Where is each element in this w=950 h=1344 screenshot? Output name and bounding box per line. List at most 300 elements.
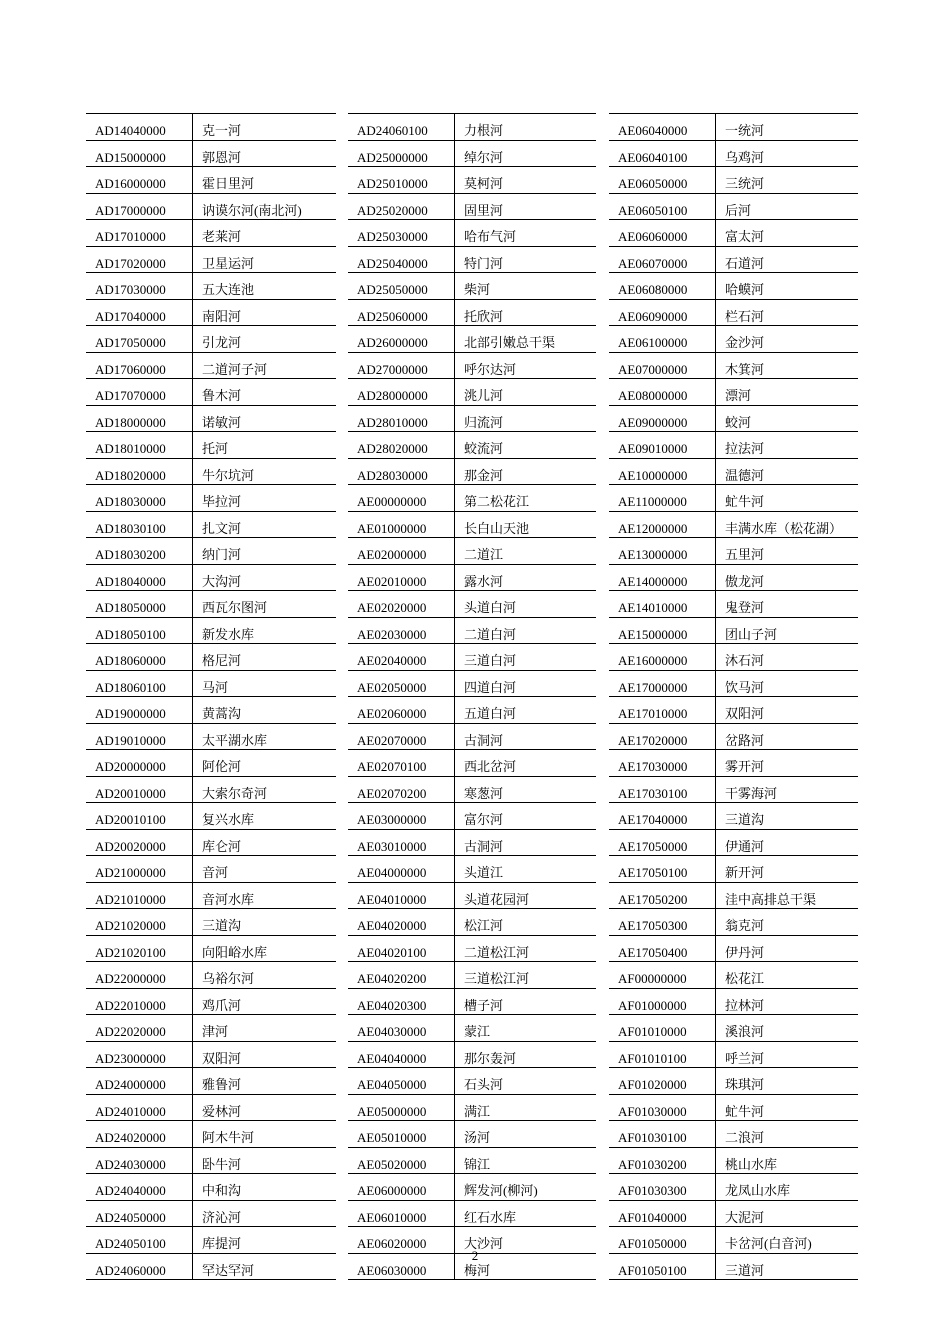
column-divider <box>715 485 716 512</box>
table-row <box>348 273 596 300</box>
table-row <box>86 830 336 857</box>
column-divider <box>454 1201 455 1228</box>
table-row <box>609 618 858 645</box>
river-name: 双阳河 <box>202 1050 242 1066</box>
table-row <box>609 883 858 910</box>
river-code: AE09000000 <box>618 414 688 430</box>
column-divider <box>192 856 193 883</box>
river-code: AF01010100 <box>618 1050 687 1066</box>
river-name: 木箕河 <box>725 361 765 377</box>
table-row <box>348 167 596 194</box>
river-code: AF01010000 <box>618 1024 687 1039</box>
column-divider <box>715 644 716 671</box>
column-divider <box>715 379 716 406</box>
river-name: 丰满水库（松花湖） <box>725 520 843 536</box>
river-code: AD28020000 <box>357 441 428 456</box>
river-name: 三道河 <box>725 1262 765 1278</box>
river-name: 托河 <box>202 441 229 456</box>
column-divider <box>192 750 193 777</box>
table-row <box>348 1201 596 1228</box>
river-name: 纳门河 <box>202 547 242 562</box>
river-code: AD18050000 <box>95 600 166 615</box>
table-row <box>86 432 336 459</box>
column-divider <box>454 1095 455 1122</box>
river-code: AF01020000 <box>618 1077 687 1092</box>
river-name: 三道松江河 <box>464 971 530 986</box>
column-divider <box>715 300 716 327</box>
river-code: AE02070200 <box>357 785 427 801</box>
table-row <box>609 326 858 353</box>
column-divider <box>715 618 716 645</box>
river-code: AE05010000 <box>357 1130 427 1145</box>
river-code: AF01030000 <box>618 1103 687 1119</box>
river-name: 五大连池 <box>202 282 255 297</box>
column-divider <box>454 512 455 539</box>
table-row <box>609 1121 858 1148</box>
river-name: 呼兰河 <box>725 1050 765 1066</box>
river-name: 那金河 <box>464 467 504 483</box>
column-divider <box>454 565 455 592</box>
river-name: 珠琪河 <box>725 1077 765 1092</box>
column-divider <box>454 989 455 1016</box>
river-name: 槽子河 <box>464 997 504 1013</box>
river-name: 西北岔河 <box>464 759 517 774</box>
table-row <box>86 353 336 380</box>
river-code: AE17000000 <box>618 679 688 695</box>
column-divider <box>192 962 193 989</box>
river-code: AE17050100 <box>618 865 688 880</box>
table-row <box>348 724 596 751</box>
river-name: 栏石河 <box>725 308 765 324</box>
column-divider <box>715 459 716 486</box>
column-divider <box>715 432 716 459</box>
river-code: AF01030300 <box>618 1183 687 1198</box>
column-divider <box>715 1121 716 1148</box>
river-code: AD25030000 <box>357 229 428 244</box>
river-name: 霍日里河 <box>202 176 255 191</box>
table-row <box>348 962 596 989</box>
river-code: AE05000000 <box>357 1103 427 1119</box>
river-name: 伊丹河 <box>725 944 765 960</box>
river-name: 老莱河 <box>202 229 242 244</box>
river-name: 乌鸡河 <box>725 149 765 165</box>
river-name: 双阳河 <box>725 706 765 721</box>
table-row <box>609 273 858 300</box>
column-divider <box>192 512 193 539</box>
river-code: AF01030100 <box>618 1130 687 1145</box>
column-divider <box>454 1121 455 1148</box>
column-divider <box>454 326 455 353</box>
river-name: 桃山水库 <box>725 1156 778 1172</box>
river-code: AD24020000 <box>95 1130 166 1145</box>
river-code: AE06050000 <box>618 176 688 191</box>
river-name: 济沁河 <box>202 1209 242 1225</box>
river-name: 红石水库 <box>464 1209 517 1225</box>
column-divider <box>192 1201 193 1228</box>
column-divider <box>715 671 716 698</box>
table-row <box>609 220 858 247</box>
river-code: AD25000000 <box>357 149 428 165</box>
river-code: AE06040000 <box>618 123 688 138</box>
table-row <box>86 989 336 1016</box>
river-code: AE17040000 <box>618 812 688 827</box>
river-name: 古洞河 <box>464 838 504 854</box>
table-row <box>348 644 596 671</box>
river-code: AE10000000 <box>618 467 688 483</box>
column-divider <box>454 830 455 857</box>
river-name: 哈布气河 <box>464 229 517 244</box>
river-name: 二道松江河 <box>464 944 530 960</box>
table-row <box>609 1148 858 1175</box>
river-code: AD17070000 <box>95 388 166 403</box>
column-divider <box>192 936 193 963</box>
column-divider <box>192 803 193 830</box>
table-row <box>609 989 858 1016</box>
column-divider <box>715 406 716 433</box>
river-code: AE17020000 <box>618 732 688 748</box>
river-name: 绰尔河 <box>464 149 504 165</box>
river-code: AF01000000 <box>618 997 687 1013</box>
river-name: 引龙河 <box>202 335 242 350</box>
river-name: 向阳峪水库 <box>202 944 268 960</box>
table-row <box>609 247 858 274</box>
column-divider <box>715 591 716 618</box>
river-code: AE02000000 <box>357 547 427 562</box>
river-name: 二浪河 <box>725 1130 765 1145</box>
river-name: 露水河 <box>464 573 504 589</box>
column-divider <box>192 1121 193 1148</box>
column-divider <box>715 114 716 141</box>
table-row <box>609 141 858 168</box>
river-code: AE09010000 <box>618 441 688 456</box>
table-row <box>86 644 336 671</box>
river-code: AD18030200 <box>95 547 166 562</box>
column-divider <box>192 618 193 645</box>
river-name: 乌裕尔河 <box>202 971 255 986</box>
table-row <box>348 591 596 618</box>
column-divider <box>715 1201 716 1228</box>
column-divider <box>454 194 455 221</box>
table-row <box>348 1095 596 1122</box>
river-name: 津河 <box>202 1024 229 1039</box>
column-divider <box>454 538 455 565</box>
table-row <box>86 406 336 433</box>
table-row <box>86 591 336 618</box>
river-name: 二道江 <box>464 547 504 562</box>
river-name: 托欣河 <box>464 308 504 324</box>
column-divider <box>715 1174 716 1201</box>
river-code: AD18030100 <box>95 520 166 536</box>
river-name: 雅鲁河 <box>202 1077 242 1092</box>
river-code: AD18030000 <box>95 494 166 509</box>
table-row <box>348 856 596 883</box>
river-name: 莫柯河 <box>464 176 504 191</box>
river-name: 翁克河 <box>725 918 765 933</box>
table-row <box>348 830 596 857</box>
river-name: 阿伦河 <box>202 759 242 774</box>
column-divider <box>715 750 716 777</box>
column-divider <box>454 220 455 247</box>
column-divider <box>454 883 455 910</box>
column-divider <box>192 724 193 751</box>
river-name: 拉法河 <box>725 441 765 456</box>
column-divider <box>454 777 455 804</box>
column-divider <box>454 379 455 406</box>
column-divider <box>192 1042 193 1069</box>
river-name: 库仑河 <box>202 838 242 854</box>
river-code: AE17050000 <box>618 838 688 854</box>
column-divider <box>192 565 193 592</box>
river-name: 毕拉河 <box>202 494 242 509</box>
table-row <box>86 697 336 724</box>
river-code: AD22000000 <box>95 971 166 986</box>
column-divider <box>715 220 716 247</box>
table-row <box>348 883 596 910</box>
river-code: AD16000000 <box>95 176 166 191</box>
column-divider <box>715 1095 716 1122</box>
river-name: 五道白河 <box>464 706 517 721</box>
river-code: AD25020000 <box>357 202 428 218</box>
river-name: 诺敏河 <box>202 414 242 430</box>
river-name: 岔路河 <box>725 732 765 748</box>
river-name: 拉林河 <box>725 997 765 1013</box>
column-divider <box>715 273 716 300</box>
river-code: AD28010000 <box>357 414 428 430</box>
river-code: AF01030200 <box>618 1156 687 1172</box>
river-name: 富尔河 <box>464 812 504 827</box>
table-row <box>86 538 336 565</box>
column-divider <box>715 1068 716 1095</box>
column-divider <box>192 273 193 300</box>
table-row <box>348 750 596 777</box>
river-name: 富太河 <box>725 229 765 244</box>
river-name: 北部引嫩总干渠 <box>464 335 556 350</box>
river-name: 雾开河 <box>725 759 765 774</box>
river-code: AD25010000 <box>357 176 428 191</box>
river-name: 三统河 <box>725 176 765 191</box>
column-divider <box>192 379 193 406</box>
river-name: 三道沟 <box>725 812 765 827</box>
column-divider <box>192 432 193 459</box>
river-name: 傲龙河 <box>725 573 765 589</box>
table-row <box>609 750 858 777</box>
column-divider <box>454 936 455 963</box>
river-code: AE06020000 <box>357 1236 427 1251</box>
table-row <box>609 1201 858 1228</box>
table-row <box>348 114 596 141</box>
river-code: AD18000000 <box>95 414 166 430</box>
river-code: AE14000000 <box>618 573 688 589</box>
column-divider <box>192 1148 193 1175</box>
column-divider <box>454 432 455 459</box>
table-row <box>609 803 858 830</box>
river-name: 寒葱河 <box>464 785 504 801</box>
column-divider <box>715 856 716 883</box>
river-code: AD25040000 <box>357 255 428 271</box>
table-row <box>348 300 596 327</box>
river-code: AD24050100 <box>95 1236 166 1251</box>
column-divider <box>454 114 455 141</box>
table-row <box>609 167 858 194</box>
river-code: AD20010100 <box>95 812 166 827</box>
column-divider <box>454 644 455 671</box>
river-name: 辉发河(柳河) <box>464 1183 538 1198</box>
river-name: 复兴水库 <box>202 812 255 827</box>
column-divider <box>454 459 455 486</box>
code-table-column-3 <box>609 113 858 1280</box>
column-divider <box>454 1042 455 1069</box>
river-code: AD25060000 <box>357 308 428 324</box>
column-divider <box>192 644 193 671</box>
table-row <box>86 1015 336 1042</box>
river-code: AF01040000 <box>618 1209 687 1225</box>
river-code: AE17050400 <box>618 944 688 960</box>
column-divider <box>192 830 193 857</box>
river-code: AD28030000 <box>357 467 428 483</box>
river-name: 头道江 <box>464 865 504 880</box>
column-divider <box>454 485 455 512</box>
column-divider <box>715 830 716 857</box>
river-code: AD24060100 <box>357 123 428 138</box>
table-row <box>86 962 336 989</box>
column-divider <box>715 989 716 1016</box>
table-row <box>86 750 336 777</box>
river-code: AD18060000 <box>95 653 166 668</box>
river-name: 新开河 <box>725 865 765 880</box>
river-code: AE17050300 <box>618 918 688 933</box>
river-name: 四道白河 <box>464 679 517 695</box>
river-name: 头道白河 <box>464 600 517 615</box>
table-row <box>86 777 336 804</box>
river-name: 洼中高排总干渠 <box>725 891 817 907</box>
table-row <box>609 1095 858 1122</box>
table-row <box>609 830 858 857</box>
river-name: 后河 <box>725 202 752 218</box>
river-code: AD20000000 <box>95 759 166 774</box>
column-divider <box>454 406 455 433</box>
column-divider <box>715 697 716 724</box>
river-code: AD25050000 <box>357 282 428 297</box>
river-code: AE06060000 <box>618 229 688 244</box>
column-divider <box>454 247 455 274</box>
river-name: 卫星运河 <box>202 255 255 271</box>
table-row <box>609 114 858 141</box>
river-name: 伊通河 <box>725 838 765 854</box>
column-divider <box>454 353 455 380</box>
table-row <box>348 697 596 724</box>
table-row <box>348 1042 596 1069</box>
column-divider <box>192 326 193 353</box>
table-row <box>609 459 858 486</box>
column-divider <box>715 194 716 221</box>
column-divider <box>192 300 193 327</box>
river-name: 饮马河 <box>725 679 765 695</box>
table-row <box>609 856 858 883</box>
river-code: AD24000000 <box>95 1077 166 1092</box>
column-divider <box>715 724 716 751</box>
river-name: 罕达罕河 <box>202 1262 255 1278</box>
column-divider <box>715 883 716 910</box>
table-row <box>86 909 336 936</box>
table-row <box>609 432 858 459</box>
river-name: 中和沟 <box>202 1183 242 1198</box>
river-name: 沐石河 <box>725 653 765 668</box>
river-name: 大沙河 <box>464 1236 504 1251</box>
table-row <box>348 803 596 830</box>
column-divider <box>192 1068 193 1095</box>
river-code: AD21020100 <box>95 944 166 960</box>
river-name: 郭恩河 <box>202 149 242 165</box>
table-row <box>348 538 596 565</box>
river-code: AF00000000 <box>618 971 687 986</box>
table-row <box>348 194 596 221</box>
river-name: 太平湖水库 <box>202 732 268 748</box>
column-divider <box>715 353 716 380</box>
column-divider <box>715 1042 716 1069</box>
table-row <box>86 618 336 645</box>
table-row <box>86 1174 336 1201</box>
river-code: AE03000000 <box>357 812 427 827</box>
river-name: 讷谟尔河(南北河) <box>202 202 302 218</box>
table-row <box>609 671 858 698</box>
river-name: 古洞河 <box>464 732 504 748</box>
table-row <box>86 114 336 141</box>
river-code: AE04020100 <box>357 944 427 960</box>
river-code: AD24050000 <box>95 1209 166 1225</box>
table-row <box>86 167 336 194</box>
table-row <box>348 989 596 1016</box>
column-divider <box>454 273 455 300</box>
river-code: AE17030000 <box>618 759 688 774</box>
river-name: 爱林河 <box>202 1103 242 1119</box>
river-code: AD24010000 <box>95 1103 166 1119</box>
river-code: AE06000000 <box>357 1183 427 1198</box>
column-divider <box>454 1068 455 1095</box>
river-name: 三道白河 <box>464 653 517 668</box>
table-row <box>86 326 336 353</box>
river-code: AE04030000 <box>357 1024 427 1039</box>
column-divider <box>192 406 193 433</box>
river-name: 音河 <box>202 865 229 880</box>
river-code: AE06010000 <box>357 1209 427 1225</box>
river-code: AD17020000 <box>95 255 166 271</box>
river-code: AD17060000 <box>95 361 166 377</box>
table-row <box>86 273 336 300</box>
river-code: AE06030000 <box>357 1262 427 1278</box>
river-code: AE04020300 <box>357 997 427 1013</box>
table-row <box>86 194 336 221</box>
column-divider <box>454 1015 455 1042</box>
table-row <box>86 883 336 910</box>
table-row <box>609 512 858 539</box>
column-divider <box>192 591 193 618</box>
river-name: 龙凤山水库 <box>725 1183 791 1198</box>
river-name: 力根河 <box>464 123 504 138</box>
table-row <box>86 724 336 751</box>
river-code: AE02070100 <box>357 759 427 774</box>
river-code: AE17030100 <box>618 785 688 801</box>
column-divider <box>715 167 716 194</box>
river-code: AD17050000 <box>95 335 166 350</box>
column-divider <box>192 883 193 910</box>
column-divider <box>192 909 193 936</box>
column-divider <box>192 538 193 565</box>
table-row <box>609 1174 858 1201</box>
river-name: 漂河 <box>725 388 752 403</box>
river-name: 汤河 <box>464 1130 491 1145</box>
column-divider <box>454 803 455 830</box>
column-divider <box>454 856 455 883</box>
